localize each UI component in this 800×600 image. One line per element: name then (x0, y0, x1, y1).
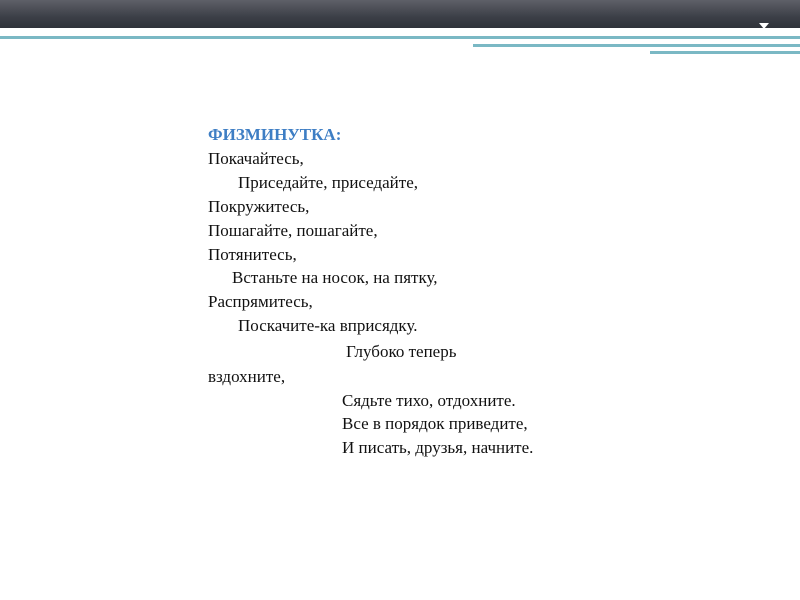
poem-line: Глубоко теперь (346, 342, 457, 361)
poem-line: Встаньте на носок, на пятку, (232, 268, 438, 287)
poem-line: Приседайте, приседайте, (238, 173, 419, 192)
poem-line: Покружитесь, (208, 197, 310, 216)
slide-title: ФИЗМИНУТКА: (208, 125, 342, 144)
poem-line: Поскачите-ка вприсядку. (238, 316, 418, 335)
poem-line: Сядьте тихо, отдохните. (342, 391, 516, 410)
poem-line: И писать, друзья, начните. (342, 438, 534, 457)
poem-line: вздохните, (208, 367, 286, 386)
poem-line: Все в порядок приведите, (342, 414, 528, 433)
poem-line: Потянитесь, (208, 245, 297, 264)
poem-line: Пошагайте, пошагайте, (208, 221, 378, 240)
poem-line: Покачайтесь, (208, 149, 304, 168)
poem-line: Распрямитесь, (208, 292, 313, 311)
